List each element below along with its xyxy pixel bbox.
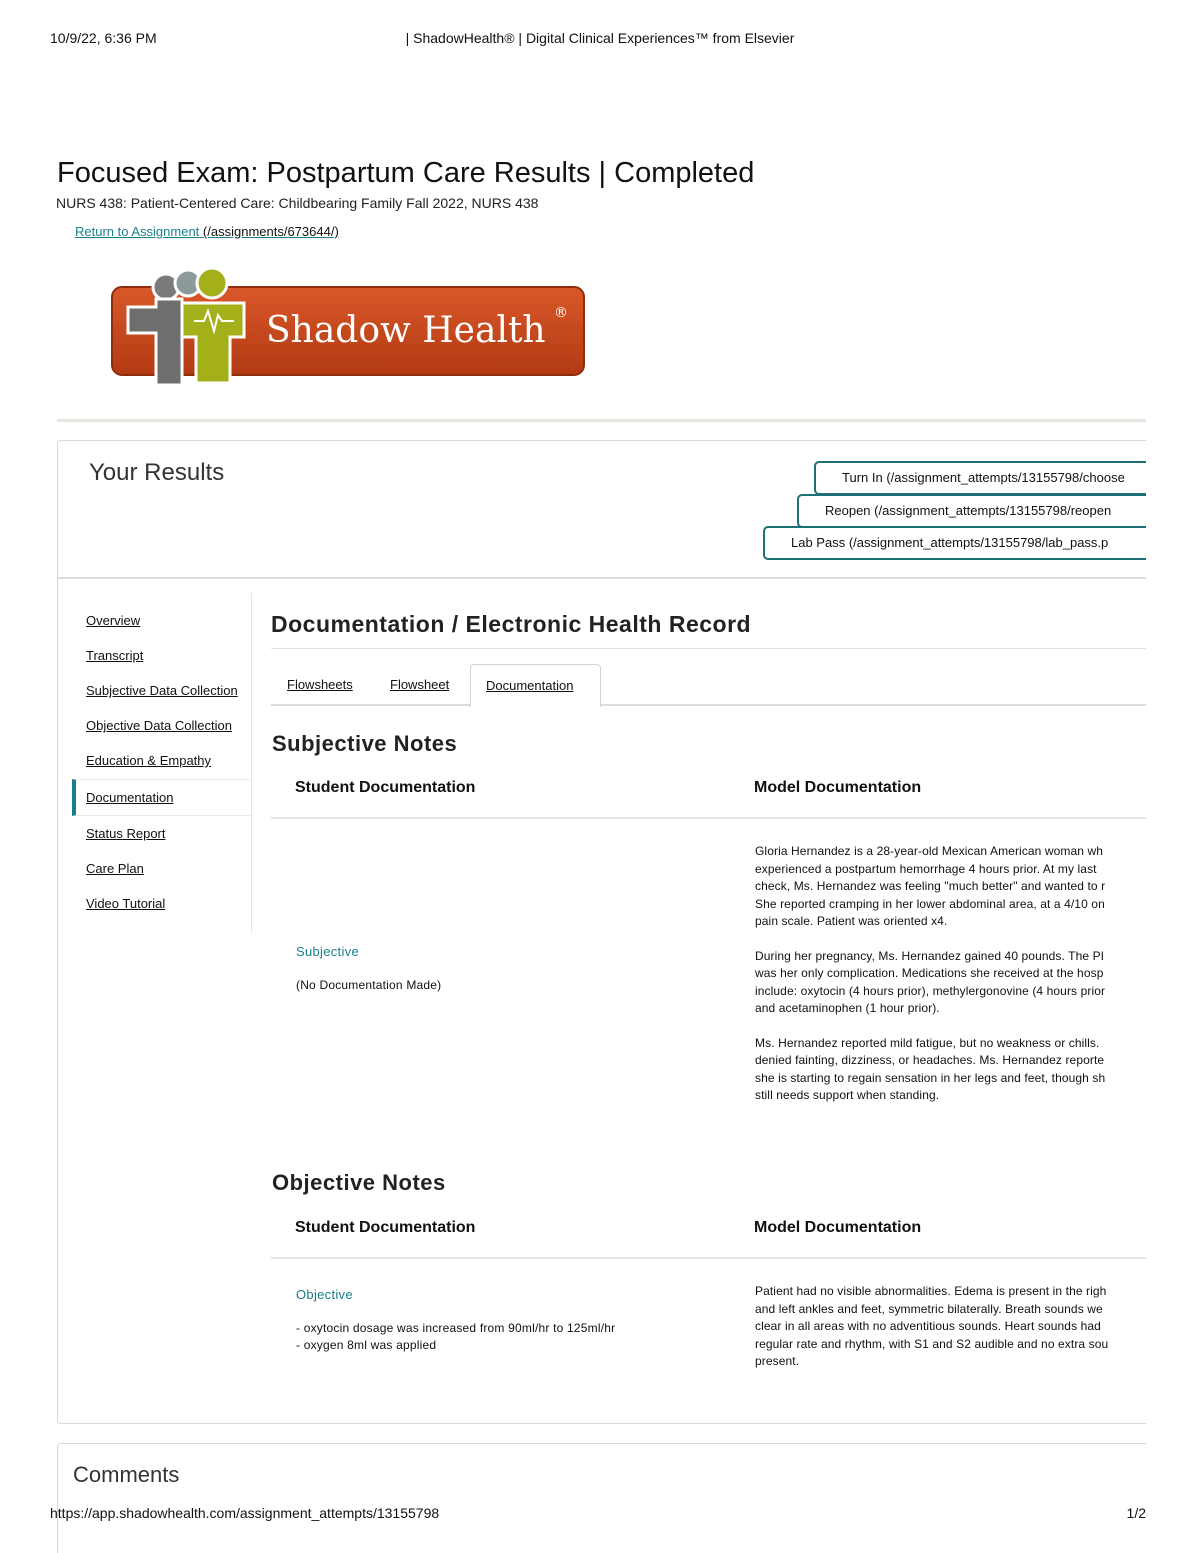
model-paragraph: Gloria Hernandez is a 28-year-old Mexican American woman wh experienced a postpartum hemorrhage 4 hours prior. At my last check, Ms. Hernandez was feeling "much better" and wanted to r She reported cramping in her lower abdominal area, at a 4/10 on pain scale. Patient was oriented x4. [755,844,1106,928]
turn-in-button[interactable]: Turn In (/assignment_attempts/13155798/choose [814,461,1146,495]
sidebar-item-education-empathy[interactable] [72,733,252,769]
print-date: 10/9/22, 6:36 PM [50,30,157,46]
content-title: Documentation / Electronic Health Record [271,611,752,637]
documentation-content [271,593,1146,1423]
page-title: Focused Exam: Postpartum Care Results | Completed [57,157,755,189]
sidebar-item-label[interactable]: Transcript [86,648,144,663]
print-page-number: 1/2 [1126,1505,1146,1521]
row-divider [271,1257,1146,1259]
model-paragraph: During her pregnancy, Ms. Hernandez gained 40 pounds. The PI was her only complication. Medications she received at the hosp include: oxytocin (4 hours prior), methylergonovine (4 hours prior and acetaminophen (1 hour prior). [755,948,1106,1015]
results-header [58,441,1146,579]
results-sidebar-nav [72,593,252,933]
return-to-assignment-link[interactable] [75,224,339,239]
sidebar-item-transcript[interactable] [72,628,252,664]
reopen-button[interactable]: Reopen (/assignment_attempts/13155798/reopen [797,494,1146,528]
objective-student-text: - oxytocin dosage was increased from 90ml/hr to 125ml/hr - oxygen 8ml was applied [296,1321,616,1352]
title-divider [271,648,1146,649]
model-documentation-header: Model Documentation [754,779,922,796]
subjective-row-label: Subjective [296,944,359,959]
subjective-model-text [755,843,1146,1122]
model-documentation-header: Model Documentation [754,1219,922,1236]
sidebar-item-label[interactable]: Video Tutorial [86,896,166,911]
sidebar-item-label[interactable]: Overview [86,613,141,628]
objective-notes-heading: Objective Notes [272,1170,446,1195]
results-card [57,440,1146,1424]
registered-mark: ® [554,305,568,321]
student-documentation-header: Student Documentation [295,1219,476,1236]
tab-documentation[interactable]: Documentation [470,664,601,708]
sidebar-item-label[interactable]: Status Report [86,826,166,841]
row-divider [271,817,1146,819]
print-url: https://app.shadowhealth.com/assignment_attempts/13155798 [50,1505,440,1521]
sidebar-item-label[interactable]: Objective Data Collection [86,718,232,733]
subjective-student-text: (No Documentation Made) [296,978,442,992]
model-paragraph: Ms. Hernandez reported mild fatigue, but no weakness or chills. denied fainting, dizziness, or headaches. Ms. Hernandez reporte she is starting to regain sensation in her legs and feet, though sh still needs support when standing. [755,1035,1106,1102]
comments-card [57,1443,1146,1553]
model-paragraph: Patient had no visible abnormalities. Edema is present in the righ and left ankles and feet, symmetric bilaterally. Breath sounds we clear in all areas with no adventitious sounds. Heart sounds had regular rate and rhythm, with S1 and S2 audible and no extra sou present. [755,1284,1109,1368]
tab-flowsheet[interactable]: Flowsheet [390,677,450,692]
sidebar-item-objective-data-collection[interactable] [72,698,252,734]
your-results-title: Your Results [89,459,225,486]
sidebar-item-subjective-data-collection[interactable] [72,663,252,699]
subjective-notes-heading: Subjective Notes [272,731,458,756]
sidebar-item-label[interactable]: Subjective Data Collection [86,683,238,698]
sidebar-item-video-tutorial[interactable] [72,876,252,912]
print-page-title: | ShadowHealth® | Digital Clinical Experiences™ from Elsevier [405,30,795,46]
comments-title: Comments [73,1462,180,1487]
student-documentation-header: Student Documentation [295,779,476,796]
print-footer [50,1505,1146,1525]
print-header [50,30,1150,50]
sidebar-item-label[interactable]: Care Plan [86,861,144,876]
lab-pass-button[interactable]: Lab Pass (/assignment_attempts/13155798/lab_pass.p [763,526,1146,560]
return-link-label: Return to Assignment [75,224,200,239]
sidebar-item-status-report[interactable] [72,806,252,842]
shadow-health-logo [108,265,588,395]
return-link-path: (/assignments/673644/) [202,224,339,239]
objective-model-text [755,1283,1146,1388]
documentation-tabs [271,664,1146,706]
objective-row-label: Objective [296,1287,353,1302]
sidebar-item-care-plan[interactable] [72,841,252,877]
sidebar-item-label[interactable]: Education & Empathy [86,753,212,768]
sidebar-item-overview[interactable] [72,593,252,629]
course-name: NURS 438: Patient-Centered Care: Childbearing Family Fall 2022, NURS 438 [56,195,539,211]
sidebar-item-label[interactable]: Documentation [86,790,174,805]
section-divider [57,419,1146,422]
tab-flowsheets[interactable]: Flowsheets [287,677,353,692]
logo-text: Shadow Health [266,310,546,351]
